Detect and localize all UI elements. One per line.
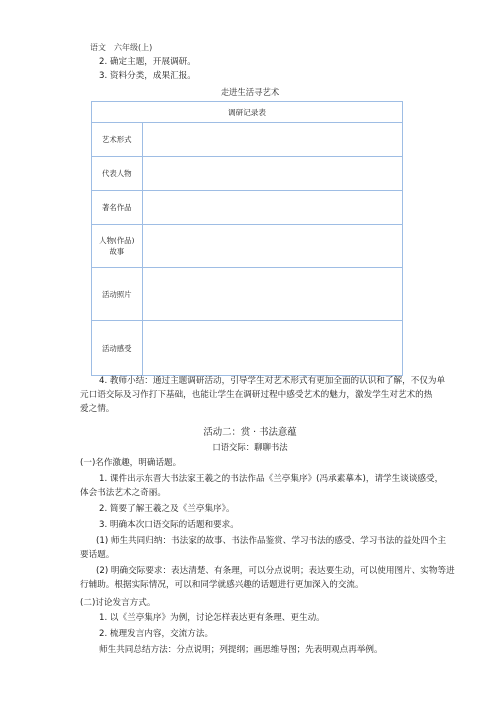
row-label-representative: 代表人物 [92,157,143,191]
row-value-art-form[interactable] [142,123,402,157]
row-value-story[interactable] [142,225,402,268]
section-1-heading: (一)名作激趣，明确话题。 [80,458,182,468]
page-header: 语文 六年级(上) [90,43,153,52]
section-1-line: (1) 师生共同归纳：书法家的故事、书法作品鉴赏、学习书法的感受、学习书法的益处四个主 [96,536,447,546]
section-2-heading: (二)讨论发言方式。 [80,598,156,608]
summary-line: 元口语交际及习作打下基础，也能让学生在调研过程中感受艺术的魅力，激发学生对艺术的热 [80,390,433,400]
survey-record-table [91,101,403,376]
table-row [92,268,403,321]
section-2-line: 师生共同总结方法：分点说明；列提纲；画思维导图；先表明观点再举例。 [99,645,383,655]
section-1-line: 要话题。 [80,550,115,560]
table-row [92,157,403,191]
row-label-photos: 活动照片 [92,268,143,321]
row-label-story: 人物(作品) 故事 [92,225,143,268]
section-2-line: 2. 梳理发言内容，交流方法。 [99,629,214,639]
step-2: 2. 确定主题，开展调研。 [99,57,196,67]
section-1-line: 2. 简要了解王羲之及《兰亭集序》。 [99,504,235,514]
activity-subtitle: 口语交际：聊聊书法 [212,442,288,452]
row-value-photos[interactable] [142,268,402,321]
row-label-feelings: 活动感受 [92,321,143,376]
row-value-famous-works[interactable] [142,191,402,225]
step-3: 3. 资料分类，成果汇报。 [99,71,196,81]
section-1-line: 行辅助。根据实际情况，可以和同学就感兴趣的话题进行更加深入的交流。 [80,580,364,590]
row-label-art-form: 艺术形式 [92,123,143,157]
section-1-line: 1. 课件出示东晋大书法家王羲之的书法作品《兰亭集序》(冯承素摹本)，请学生谈谈感受， [99,474,444,484]
section-2-line: 1. 以《兰亭集序》为例，讨论怎样表达更有条理、更生动。 [99,613,325,623]
table-row [92,225,403,268]
table-row [92,191,403,225]
section-1-line: (2) 明确交际要求：表达清楚、有条理，可以分点说明；表达要生动，可以使用图片、实物等进 [96,566,455,576]
table-caption: 走进生活寻艺术 [220,87,280,97]
table-title: 调研记录表 [92,102,403,123]
table-row [92,321,403,376]
table-row [92,123,403,157]
row-value-representative[interactable] [142,157,402,191]
row-value-feelings[interactable] [142,321,402,376]
section-1-line: 3. 明确本次口语交际的话题和要求。 [99,520,239,530]
row-label-famous-works: 著名作品 [92,191,143,225]
summary-line: 爱之情。 [80,404,115,414]
activity-title: 活动二：赏 · 书法意蕴 [203,427,297,438]
section-1-line: 体会书法艺术之奇丽。 [80,488,166,498]
summary-line: 4. 教师小结：通过主题调研活动，引导学生对艺术形式有更加全面的认识和了解，不仅为单 [99,376,446,386]
